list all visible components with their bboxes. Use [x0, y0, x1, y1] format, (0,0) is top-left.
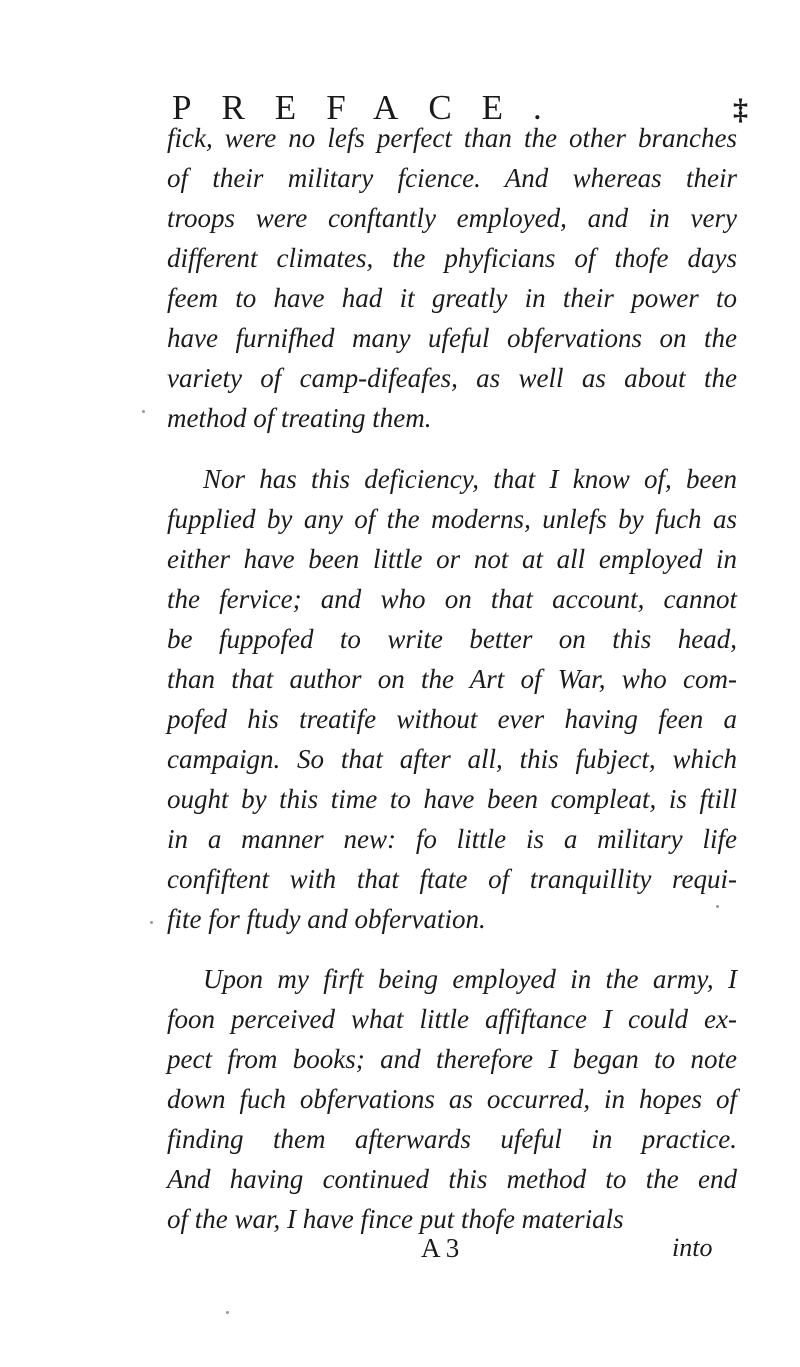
text-line: down fuch obfervations as occurred, in hopes of — [167, 1084, 737, 1114]
text-line: fupplied by any of the moderns, unlefs by fuch as — [167, 504, 737, 534]
text-line: be fuppofed to write better on this head, — [167, 624, 737, 654]
text-line: variety of camp-difeafes, as well as about the — [167, 363, 737, 393]
text-line: in a manner new: fo little is a military life — [167, 824, 737, 854]
text-line: pofed his treatife without ever having feen a — [167, 704, 737, 734]
text-line: finding them afterwards ufeful in practice. — [167, 1124, 737, 1154]
text-line: foon perceived what little affiftance I could ex- — [167, 1004, 737, 1034]
text-line: pect from books; and therefore I began to note — [167, 1044, 737, 1074]
paper-speck — [150, 921, 153, 924]
text-line: troops were conftantly employed, and in very — [167, 203, 737, 233]
text-line: Upon my firft being employed in the army, I — [203, 964, 737, 994]
running-title: PREFACE. — [172, 88, 572, 127]
text-line: than that author on the Art of War, who com- — [167, 664, 737, 694]
paper-speck — [716, 905, 719, 908]
text-line: fite for ftudy and obfervation. — [167, 904, 486, 934]
text-line: of their military fcience. And whereas their — [167, 163, 737, 193]
text-line: ought by this time to have been compleat, is ftill — [167, 784, 737, 814]
paper-speck — [142, 410, 145, 413]
paper-speck — [226, 1311, 229, 1314]
corner-mark: ‡ — [733, 93, 748, 126]
text-line: fick, were no lefs perfect than the other branches — [167, 123, 737, 153]
signature-mark: A 3 — [421, 1233, 460, 1263]
text-line: Nor has this deficiency, that I know of, been — [203, 464, 737, 494]
text-line: feem to have had it greatly in their power to — [167, 283, 737, 313]
text-line: And having continued this method to the end — [167, 1164, 737, 1194]
text-line: of the war, I have fince put thofe materials — [167, 1204, 624, 1234]
text-line: method of treating them. — [167, 403, 432, 433]
text-line: different climates, the phyficians of thofe days — [167, 243, 737, 273]
text-line: campaign. So that after all, this fubject, which — [167, 744, 737, 774]
text-line: confiftent with that ftate of tranquillity requi- — [167, 864, 737, 894]
text-line: the fervice; and who on that account, cannot — [167, 584, 737, 614]
catchword: into — [672, 1233, 713, 1262]
text-line: either have been little or not at all employed in — [167, 544, 737, 574]
text-line: have furnifhed many ufeful obfervations on the — [167, 323, 737, 353]
